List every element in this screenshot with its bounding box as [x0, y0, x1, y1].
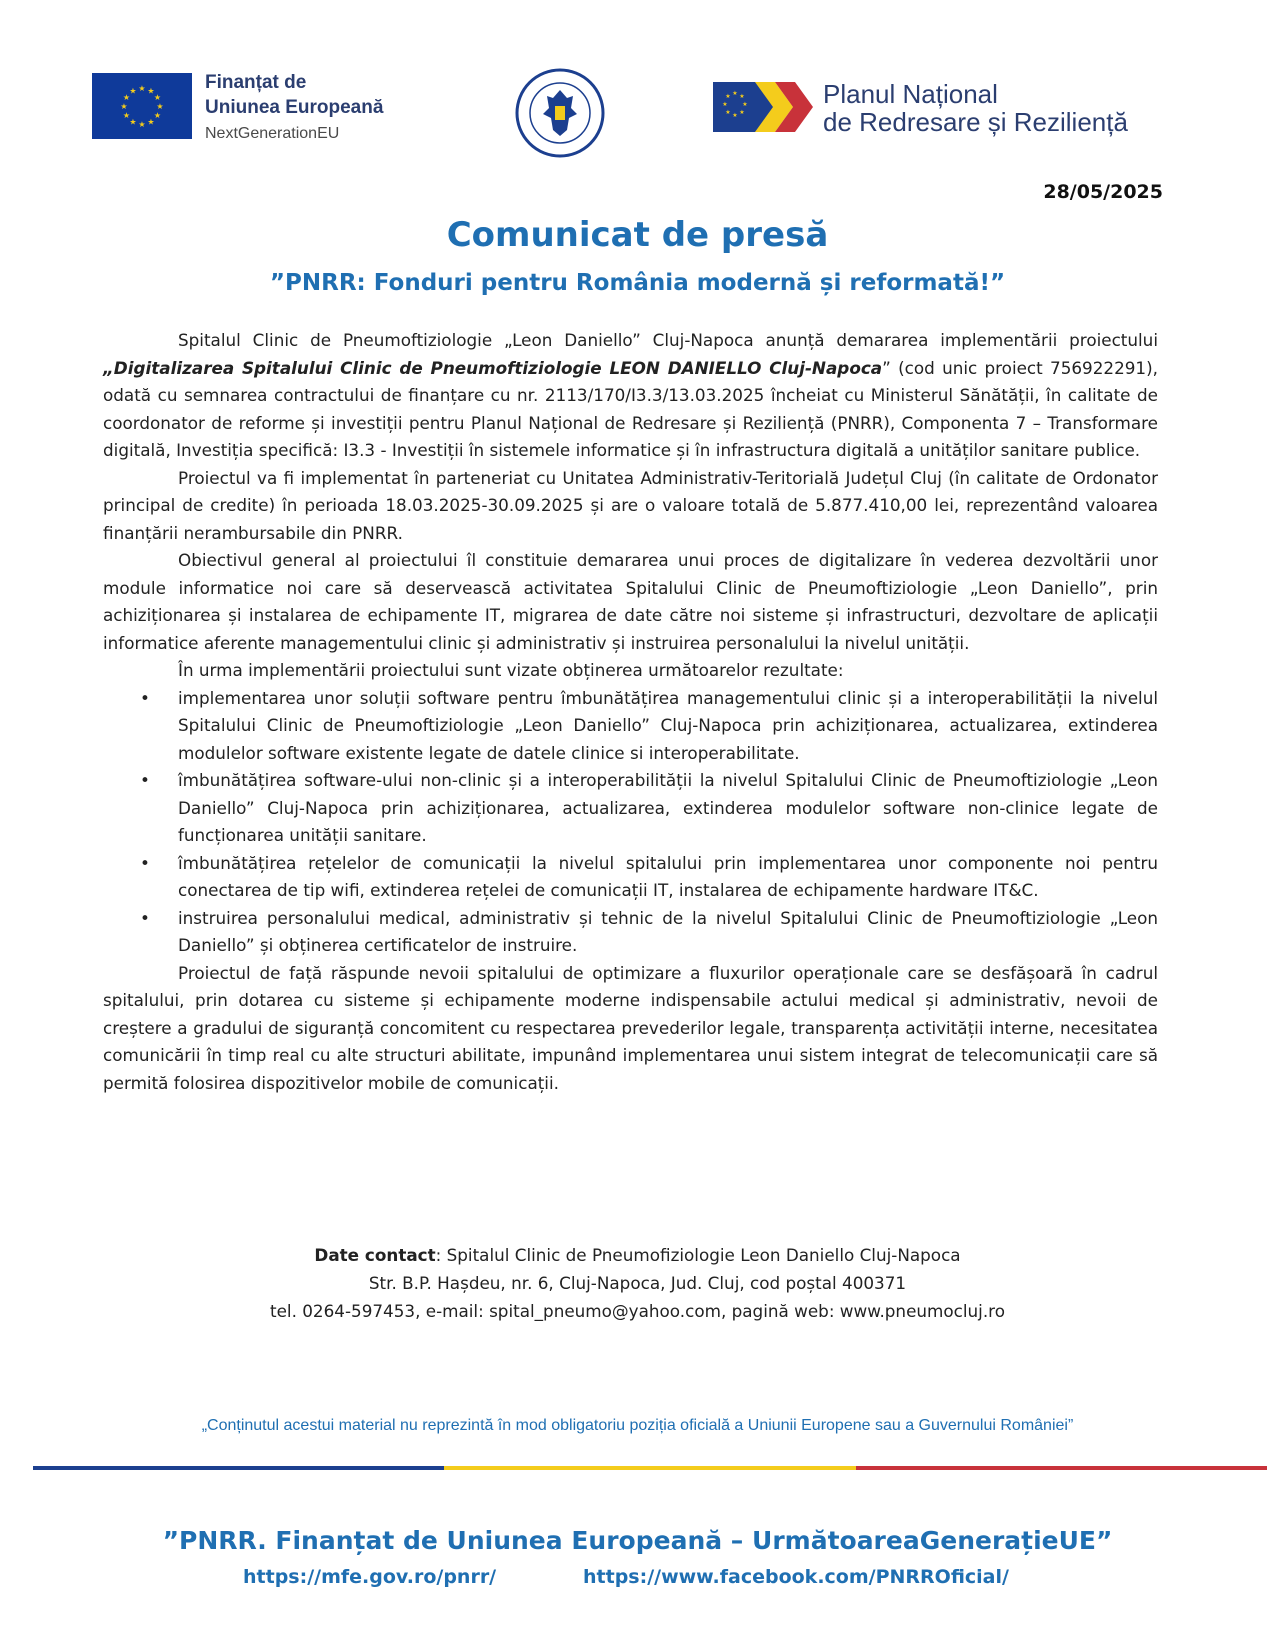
paragraph-intro-end: ” (cod unic proiect 756922291), odată cu semnarea contractului de finanțare cu nr. 2113/170/I3.3/13.03.2025 încheiat cu Ministerul Sănătății, în calitate de coordonator de reforme și investiții pentru Planul Național de Redresare și Reziliență (PNRR), Componenta 7 – Transformare digitală, Investiția specifică: I3.3 - Investiții în sistemele informatice și în infrastructura digitală a unităților sanitare publice. [103, 357, 1158, 460]
paragraph-partnership: Proiectul va fi implementat în parteneriat cu Unitatea Administrativ-Teritorială Județul Cluj (în calitate de Ordonator principal de credite) în perioada 18.03.2025-30.09.2025 și are o valoare totală de 5.877.410,00 lei, reprezentând valoarea finanțării nerambursabile din PNRR. [103, 467, 1158, 543]
bullet-icon: • [140, 770, 150, 790]
svg-text:★: ★ [147, 86, 155, 96]
svg-text:★: ★ [742, 101, 748, 108]
svg-text:★: ★ [732, 90, 738, 97]
footer-link-mfe[interactable]: https://mfe.gov.ro/pnrr/ [243, 1566, 497, 1588]
svg-text:★: ★ [153, 93, 162, 102]
eu-flag-icon [92, 73, 192, 139]
svg-text:★: ★ [138, 120, 146, 129]
paragraph-intro-start: Spitalul Clinic de Pneumoftiziologie „Leon Daniello” Cluj-Napoca anunță demararea implementării proiectului [178, 330, 1158, 350]
list-item-text: îmbunătățirea software-ului non-clinic și a interoperabilității la nivelul Spitalului Clinic de Pneumoftiziologie „Leon Daniello” Cluj-Napoca prin achiziționarea, actualizarea, extinderea modulelor software non-clinice legate de funcționarea unității sanitare. [178, 770, 1158, 845]
svg-text:★: ★ [138, 84, 146, 93]
document-date: 28/05/2025 [1043, 181, 1163, 203]
paragraph-results-intro: În urma implementării proiectului sunt vizate obținerea următoarelor rezultate: [178, 660, 844, 680]
contact-address: Str. B.P. Hașdeu, nr. 6, Cluj-Napoca, Jud. Cluj, cod poștal 400371 [368, 1273, 907, 1293]
contact-line1 [0, 1241, 1275, 1269]
svg-text:★: ★ [739, 109, 745, 116]
project-name: „Digitalizarea Spitalului Clinic de Pneumoftiziologie LEON DANIELLO Cluj-Napoca [103, 357, 883, 378]
svg-text:★: ★ [120, 102, 128, 111]
svg-text:★: ★ [725, 109, 731, 116]
eu-funding-logo-text [205, 70, 425, 146]
government-seal-icon [515, 68, 605, 158]
footer-link-facebook[interactable]: https://www.facebook.com/PNRROficial/ [583, 1566, 1009, 1588]
paragraph-needs: Proiectul de față răspunde nevoii spitalului de optimizare a fluxurilor operaționale care se desfășoară în cadrul spitalului, prin dotarea cu sisteme și echipamente moderne indispensabile actului medical și administrativ, nevoii de creștere a gradului de siguranță concomitent cu respectarea prevederilor legale, transparența activității interne, necesitatea comunicării în timp real cu alte structuri abilitate, impunând implementarea unui sistem integrat de telecomunicații care să permită folosirea dispozitivelor mobile de comunicații. [103, 962, 1158, 1093]
list-item [140, 905, 1158, 960]
list-item-text: implementarea unor soluții software pentru îmbunătățirea managementului clinic și a interoperabilității la nivelul Spitalului Clinic de Pneumoftiziologie „Leon Daniello” Cluj-Napoca prin achiziționarea, actualizarea, extinderea modulelor software existente legate de datele clinice si interoperabilitate. [178, 687, 1158, 763]
bullet-icon: • [140, 687, 150, 708]
list-item [140, 767, 1158, 850]
pnrr-logo-line2: de Redresare și Reziliență [823, 107, 1128, 137]
list-item [140, 685, 1158, 768]
svg-text:★: ★ [156, 102, 164, 111]
bullet-icon: • [140, 907, 150, 928]
paragraph-intro [103, 327, 1158, 465]
svg-text:★: ★ [129, 117, 137, 127]
contact-label: Date contact [314, 1245, 436, 1265]
tricolor-divider [33, 1466, 1267, 1470]
bullet-icon: • [140, 852, 150, 873]
pnrr-logo-text [823, 80, 1183, 136]
footer-title: ”PNRR. Finanțat de Uniunea Europeană – UrmătoareaGenerațieUE” [162, 1526, 1113, 1555]
contact-block [0, 1241, 1275, 1325]
list-item-text: instruirea personalului medical, administrativ și tehnic de la nivelul Spitalului Clinic de Pneumoftiziologie „Leon Daniello” și obținerea certificatelor de instruire. [178, 907, 1158, 955]
svg-text:★: ★ [122, 93, 131, 102]
pnrr-logo-line1: Planul Național [823, 79, 998, 109]
page-title: Comunicat de presă [446, 215, 829, 255]
svg-text:★: ★ [725, 93, 731, 100]
contact-institution: : Spitalul Clinic de Pneumofiziologie Leon Daniello Cluj-Napoca [435, 1245, 961, 1265]
contact-details: tel. 0264-597453, e-mail: spital_pneumo@yahoo.com, pagină web: www.pneumocluj.ro [270, 1301, 1005, 1321]
svg-text:★: ★ [129, 86, 137, 96]
eu-logo-line1: Finanțat de [205, 72, 307, 93]
svg-text:★: ★ [147, 117, 155, 127]
pnrr-logo-icon [713, 78, 818, 136]
disclaimer: „Conținutul acestui material nu reprezintă în mod obligatoriu poziția oficială a Uniunii Europene sau a Guvernului României” [201, 1417, 1074, 1434]
svg-text:★: ★ [722, 101, 728, 108]
page-subtitle: ”PNRR: Fonduri pentru România modernă și reformată!” [269, 270, 1006, 296]
svg-text:★: ★ [732, 112, 738, 119]
svg-text:★: ★ [153, 111, 162, 120]
paragraph-objective: Obiectivul general al proiectului îl constituie demararea unui proces de digitalizare în vederea dezvoltării unor module informatice noi care să deservească activitatea Spitalului Clinic de Pneumoftiziologie „Leon Daniello”, prin achiziționarea și instalarea de echipamente IT, migrarea de date către noi sisteme și infrastructuri, dezvoltare de aplicații informatice aferente managementului clinic și administrativ și instruirea personalului la nivelul unității. [103, 550, 1158, 653]
list-item-text: îmbunătățirea rețelelor de comunicații la nivelul spitalului prin implementarea unor componente noi pentru conectarea de tip wifi, extinderea rețelei de comunicații IT, instalarea de echipamente hardware IT&C. [178, 852, 1158, 900]
svg-text:★: ★ [739, 93, 745, 100]
results-list [103, 685, 1158, 960]
press-release-body [103, 327, 1158, 1097]
eu-logo-line3: NextGenerationEU [205, 125, 340, 142]
eu-logo-line2: Uniunea Europeană [205, 97, 384, 118]
list-item [140, 850, 1158, 905]
svg-text:★: ★ [122, 111, 131, 120]
